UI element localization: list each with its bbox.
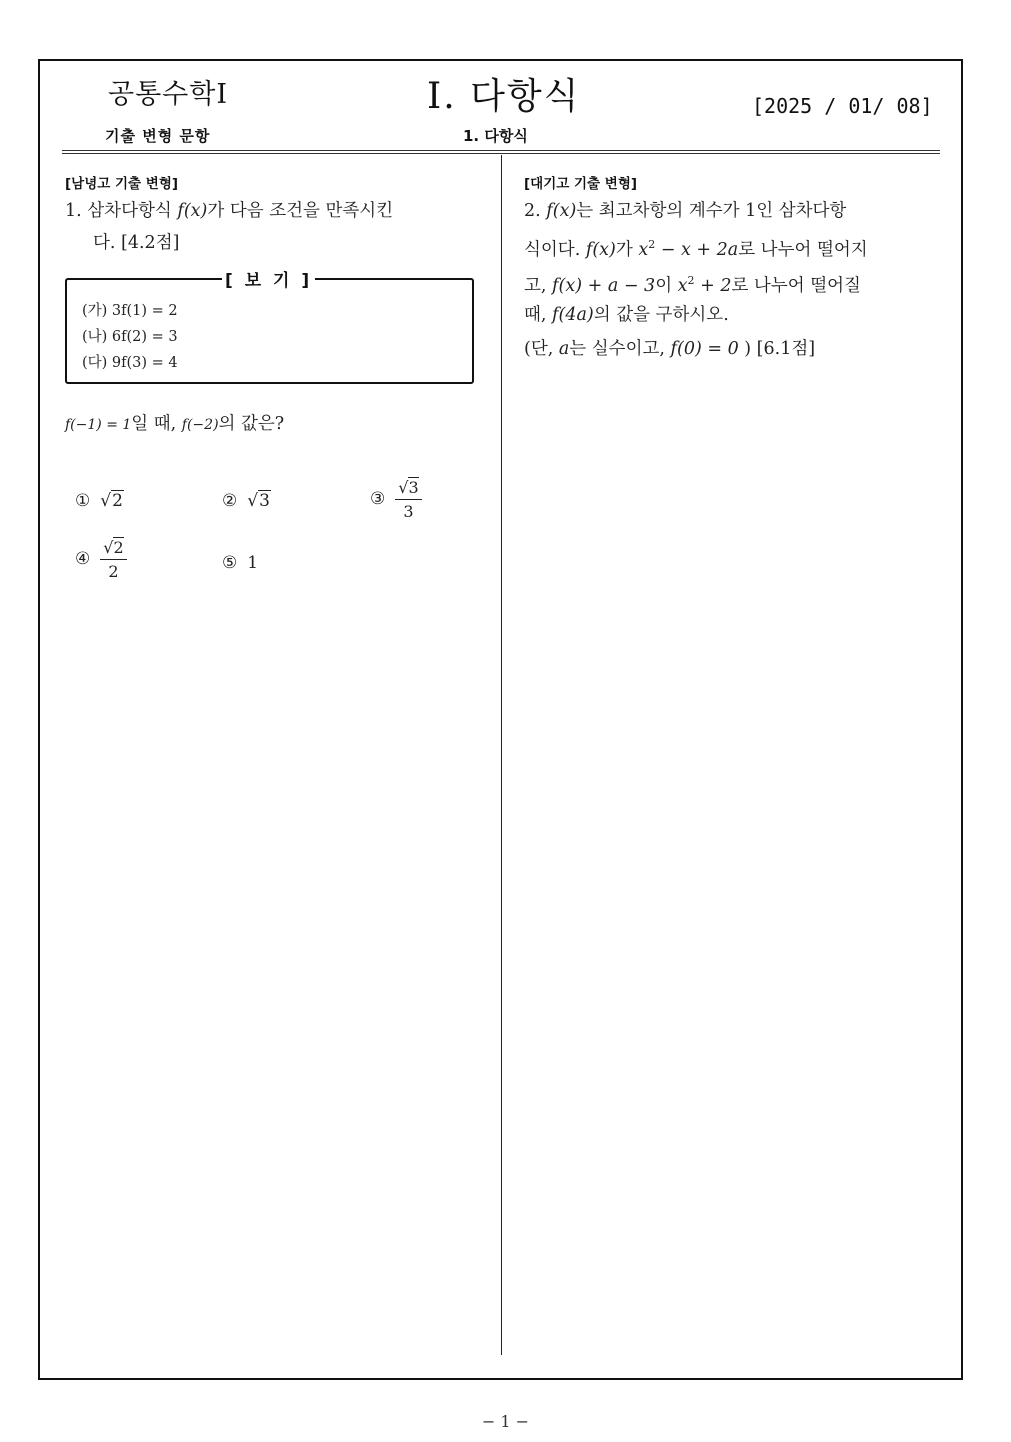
choice-3[interactable]: ③ $\frac{√3}{3}$ xyxy=(370,478,422,521)
q2-line3: 고, f(x) + a − 3이 $x^2 + 2$로 나누어 떨어질 xyxy=(524,274,861,296)
date-label: [2025 / 01/ 08] xyxy=(752,94,933,118)
q2-line1: 2. f(x)는 최고차항의 계수가 1인 삼차다항 xyxy=(524,201,847,221)
header-rule-top xyxy=(62,150,940,151)
q2-source: [대기고 기출 변형] xyxy=(524,176,638,192)
q1-ask: f(−1) = 1일 때, f(−2)의 값은? xyxy=(65,414,285,434)
subheader-section: 1. 다항식 xyxy=(463,127,528,145)
subheader-left: 기출 변형 문항 xyxy=(105,127,211,145)
q2-line2: 식이다. f(x)가 $x^2 - x + 2a$로 나누어 떨어지 xyxy=(524,238,868,260)
bogi-item-na: (나) 6f(2) = 3 xyxy=(82,329,178,345)
page-number: − 1 − xyxy=(481,1412,530,1431)
choice-4[interactable]: ④ $\frac{√2}{2}$ xyxy=(75,538,127,581)
bogi-title: [ 보 기 ] xyxy=(222,266,315,291)
q2-line5: (단, a는 실수이고, f(0) = 0 ) [6.1점] xyxy=(524,339,816,359)
choice-1[interactable]: ① √2 xyxy=(75,491,123,511)
choice-2[interactable]: ② √3 xyxy=(222,491,270,511)
chapter-title: I. 다항식 xyxy=(427,76,581,117)
bogi-item-ga: (가) 3f(1) = 2 xyxy=(82,303,178,319)
header-rule-bottom xyxy=(62,153,940,154)
subject-title: 공통수학I xyxy=(108,79,228,110)
q2-line4: 때, f(4a)의 값을 구하시오. xyxy=(524,305,729,325)
q1-line2: 다. [4.2점] xyxy=(93,233,180,253)
choice-5[interactable]: ⑤ 1 xyxy=(222,553,259,573)
bogi-item-da: (다) 9f(3) = 4 xyxy=(82,355,178,371)
q1-source: [남녕고 기출 변형] xyxy=(65,176,179,192)
q1-line1: 1. 삼차다항식 f(x)가 다음 조건을 만족시킨 xyxy=(65,201,394,221)
column-divider xyxy=(501,155,502,1355)
